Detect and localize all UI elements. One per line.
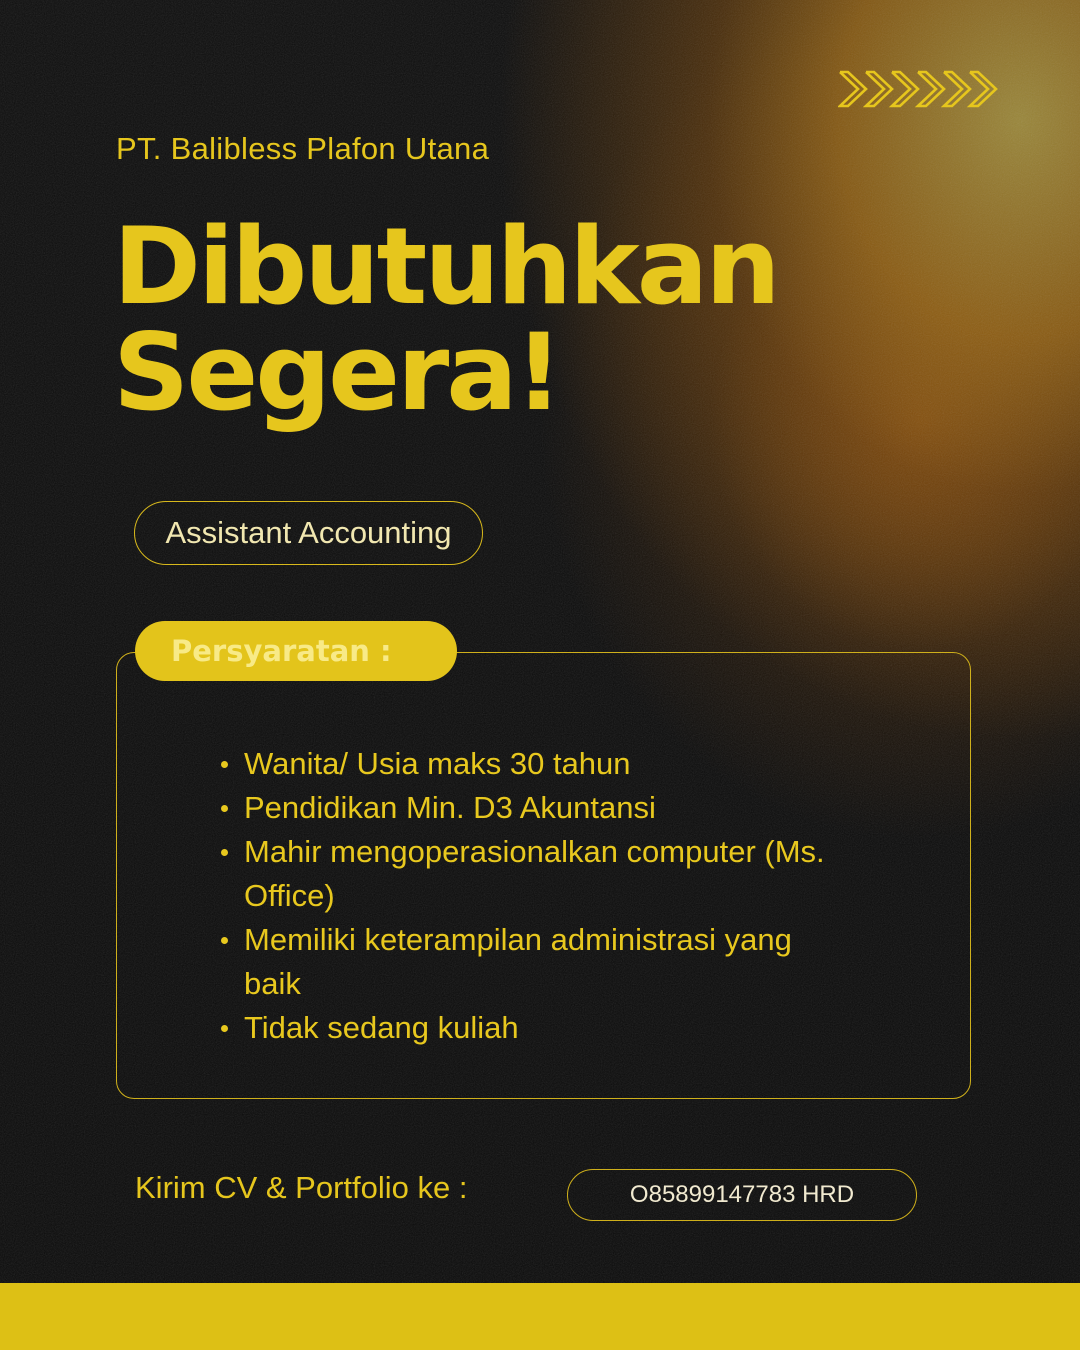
requirements-list <box>217 742 857 1050</box>
headline-line-2: Segera! <box>113 311 561 434</box>
requirement-item: Wanita/ Usia maks 30 tahun <box>217 742 857 786</box>
requirement-item: Pendidikan Min. D3 Akuntansi <box>217 786 857 830</box>
bottom-accent-bar <box>0 1283 1080 1350</box>
company-name: PT. Balibless Plafon Utana <box>116 131 490 166</box>
contact-number-badge: O85899147783 HRD <box>567 1169 917 1221</box>
position-badge: Assistant Accounting <box>134 501 483 565</box>
requirement-item: Mahir mengoperasionalkan computer (Ms. Office) <box>217 830 857 918</box>
send-cv-label: Kirim CV & Portfolio ke : <box>135 1170 468 1205</box>
requirement-item: Tidak sedang kuliah <box>217 1006 857 1050</box>
headline <box>113 205 778 434</box>
chevron-right-icon <box>838 68 1000 110</box>
requirement-item: Memiliki keterampilan administrasi yang baik <box>217 918 857 1006</box>
requirements-title-tab <box>135 621 457 681</box>
requirements-title: Persyaratan : <box>171 634 392 668</box>
headline-line-1: Dibutuhkan <box>113 205 778 328</box>
